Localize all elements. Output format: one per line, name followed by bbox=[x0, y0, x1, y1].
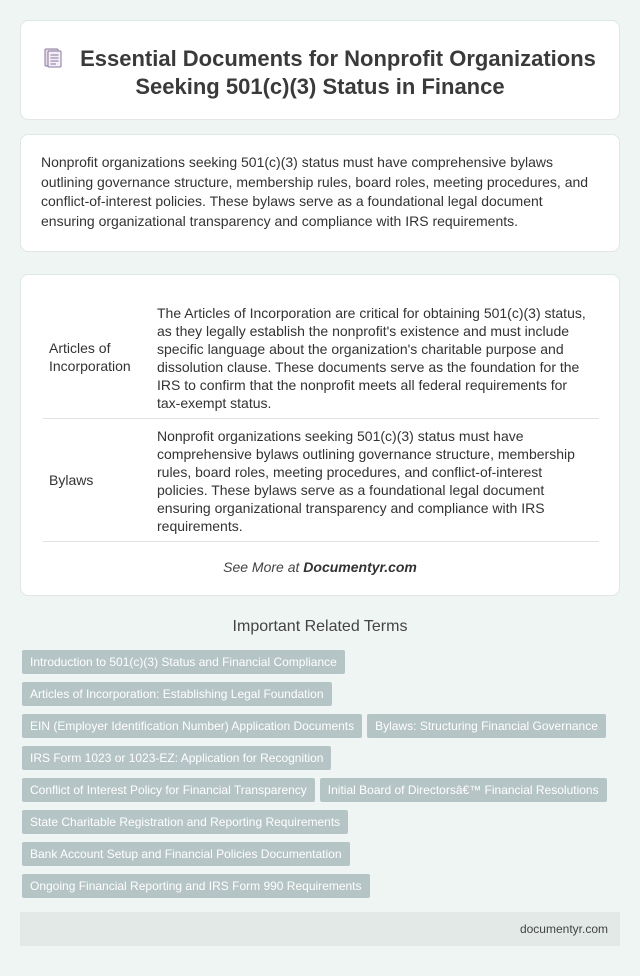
table-description: Nonprofit organizations seeking 501(c)(3) status must have comprehensive bylaws outlining governance structure, membership rules, board roles, meeting procedures, and conflict-of-interest policies. These bylaws serve as a foundational legal document ensuring organizational transparency and compliance with IRS requirements. bbox=[151, 419, 599, 542]
related-tag[interactable]: State Charitable Registration and Reporting Requirements bbox=[22, 810, 348, 834]
related-tag[interactable]: Articles of Incorporation: Establishing Legal Foundation bbox=[22, 682, 332, 706]
footer bbox=[20, 912, 620, 946]
related-tag[interactable]: Initial Board of Directorsâ€™ Financial Resolutions bbox=[320, 778, 607, 802]
footer-site-link[interactable]: documentyr.com bbox=[519, 922, 608, 936]
see-more-prefix: See More at bbox=[223, 559, 304, 575]
related-terms-title: Important Related Terms bbox=[232, 618, 408, 635]
document-icon bbox=[44, 47, 62, 67]
related-tag[interactable]: Conflict of Interest Policy for Financial Transparency bbox=[22, 778, 315, 802]
table-term: Articles of Incorporation bbox=[43, 296, 151, 419]
intro-card bbox=[20, 134, 620, 252]
see-more-site[interactable]: Documentyr.com bbox=[303, 559, 417, 575]
see-more-link[interactable] bbox=[21, 559, 619, 575]
related-tags bbox=[22, 648, 618, 904]
related-tag[interactable]: Ongoing Financial Reporting and IRS Form 990 Requirements bbox=[22, 874, 370, 898]
related-tag[interactable]: Bank Account Setup and Financial Policies Documentation bbox=[22, 842, 350, 866]
related-tag[interactable]: EIN (Employer Identification Number) Application Documents bbox=[22, 714, 362, 738]
intro-paragraph: Nonprofit organizations seeking 501(c)(3) status must have comprehensive bylaws outlining governance structure, membership rules, board roles, meeting procedures, and conflict-of-interest policies. These bylaws serve as a foundational legal document ensuring organizational transparency and compliance with IRS requirements. bbox=[41, 154, 589, 229]
table-description: The Articles of Incorporation are critical for obtaining 501(c)(3) status, as they legally establish the nonprofit's existence and must include specific language about the organization's charitable purpose and dissolution clause. These documents serve as the foundation for the IRS to confirm that the nonprofit meets all federal requirements for tax-exempt status. bbox=[151, 296, 599, 419]
related-tag[interactable]: Bylaws: Structuring Financial Governance bbox=[367, 714, 606, 738]
related-tag[interactable]: IRS Form 1023 or 1023-EZ: Application for Recognition bbox=[22, 746, 331, 770]
related-tag[interactable]: Introduction to 501(c)(3) Status and Financial Compliance bbox=[22, 650, 345, 674]
page-title-text: Essential Documents for Nonprofit Organizations Seeking 501(c)(3) Status in Finance bbox=[80, 46, 596, 99]
page-title bbox=[21, 45, 619, 101]
table-row bbox=[43, 296, 599, 419]
table-term: Bylaws bbox=[43, 419, 151, 542]
table-row bbox=[43, 419, 599, 542]
documents-table-card bbox=[20, 274, 620, 596]
documents-table bbox=[43, 296, 599, 542]
header-card bbox=[20, 20, 620, 120]
